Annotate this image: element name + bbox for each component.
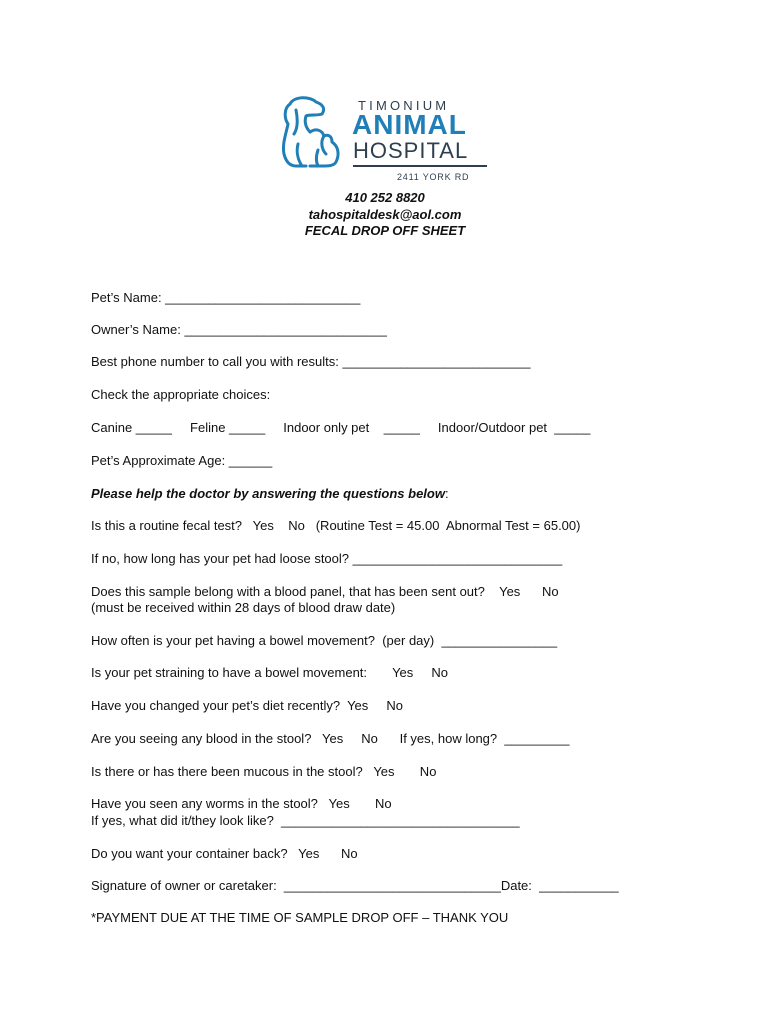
owners-name-field[interactable]: Owner’s Name: ____________________________ bbox=[91, 322, 387, 337]
blood-panel-note: (must be received within 28 days of blood draw date) bbox=[91, 600, 396, 615]
logo-hospital: HOSPITAL bbox=[353, 138, 469, 163]
blood-stool-question[interactable]: Are you seeing any blood in the stool? Yes No If yes, how long? _________ bbox=[91, 731, 570, 746]
bowel-frequency-question[interactable]: How often is your pet having a bowel movement? (per day) ________________ bbox=[91, 633, 558, 648]
routine-test-question[interactable]: Is this a routine fecal test? Yes No (Routine Test = 45.00 Abnormal Test = 65.00) bbox=[91, 518, 581, 533]
logo-timonium: TIMONIUM bbox=[358, 98, 450, 113]
approx-age-field[interactable]: Pet’s Approximate Age: ______ bbox=[91, 453, 273, 468]
pet-type-choices[interactable]: Canine _____ Feline _____ Indoor only pet _____ Indoor/Outdoor pet _____ bbox=[91, 420, 591, 435]
help-prompt-colon: : bbox=[444, 486, 449, 501]
pets-name-field[interactable]: Pet’s Name: ___________________________ bbox=[91, 290, 361, 305]
diet-change-question[interactable]: Have you changed your pet’s diet recently? Yes No bbox=[91, 698, 403, 713]
help-prompt bbox=[91, 486, 449, 501]
loose-stool-question[interactable]: If no, how long has your pet had loose stool? _____________________________ bbox=[91, 551, 563, 566]
mucous-question[interactable]: Is there or has there been mucous in the stool? Yes No bbox=[91, 764, 437, 779]
worms-question[interactable]: Have you seen any worms in the stool? Yes No bbox=[91, 796, 392, 811]
dog-cat-icon bbox=[276, 94, 348, 170]
hospital-logo bbox=[276, 94, 491, 186]
header-email: tahospitaldesk@aol.com bbox=[308, 207, 462, 222]
logo-animal: ANIMAL bbox=[352, 109, 467, 140]
signature-date-field[interactable]: Signature of owner or caretaker: ______________________________Date: ___________ bbox=[91, 878, 619, 893]
container-back-question[interactable]: Do you want your container back? Yes No bbox=[91, 846, 358, 861]
best-phone-field[interactable]: Best phone number to call you with results: __________________________ bbox=[91, 354, 531, 369]
check-choices-label: Check the appropriate choices: bbox=[91, 387, 271, 402]
help-prompt-text: Please help the doctor by answering the questions below bbox=[91, 486, 445, 501]
header-phone: 410 252 8820 bbox=[345, 190, 425, 205]
blood-panel-question[interactable]: Does this sample belong with a blood panel, that has been sent out? Yes No bbox=[91, 584, 559, 599]
payment-note: *PAYMENT DUE AT THE TIME OF SAMPLE DROP OFF – THANK YOU bbox=[91, 910, 509, 925]
straining-question[interactable]: Is your pet straining to have a bowel movement: Yes No bbox=[91, 665, 448, 680]
logo-divider bbox=[353, 165, 487, 167]
logo-address: 2411 YORK RD bbox=[397, 172, 470, 182]
page-title: FECAL DROP OFF SHEET bbox=[304, 223, 466, 238]
worms-look-field[interactable]: If yes, what did it/they look like? _________________________________ bbox=[91, 813, 520, 828]
